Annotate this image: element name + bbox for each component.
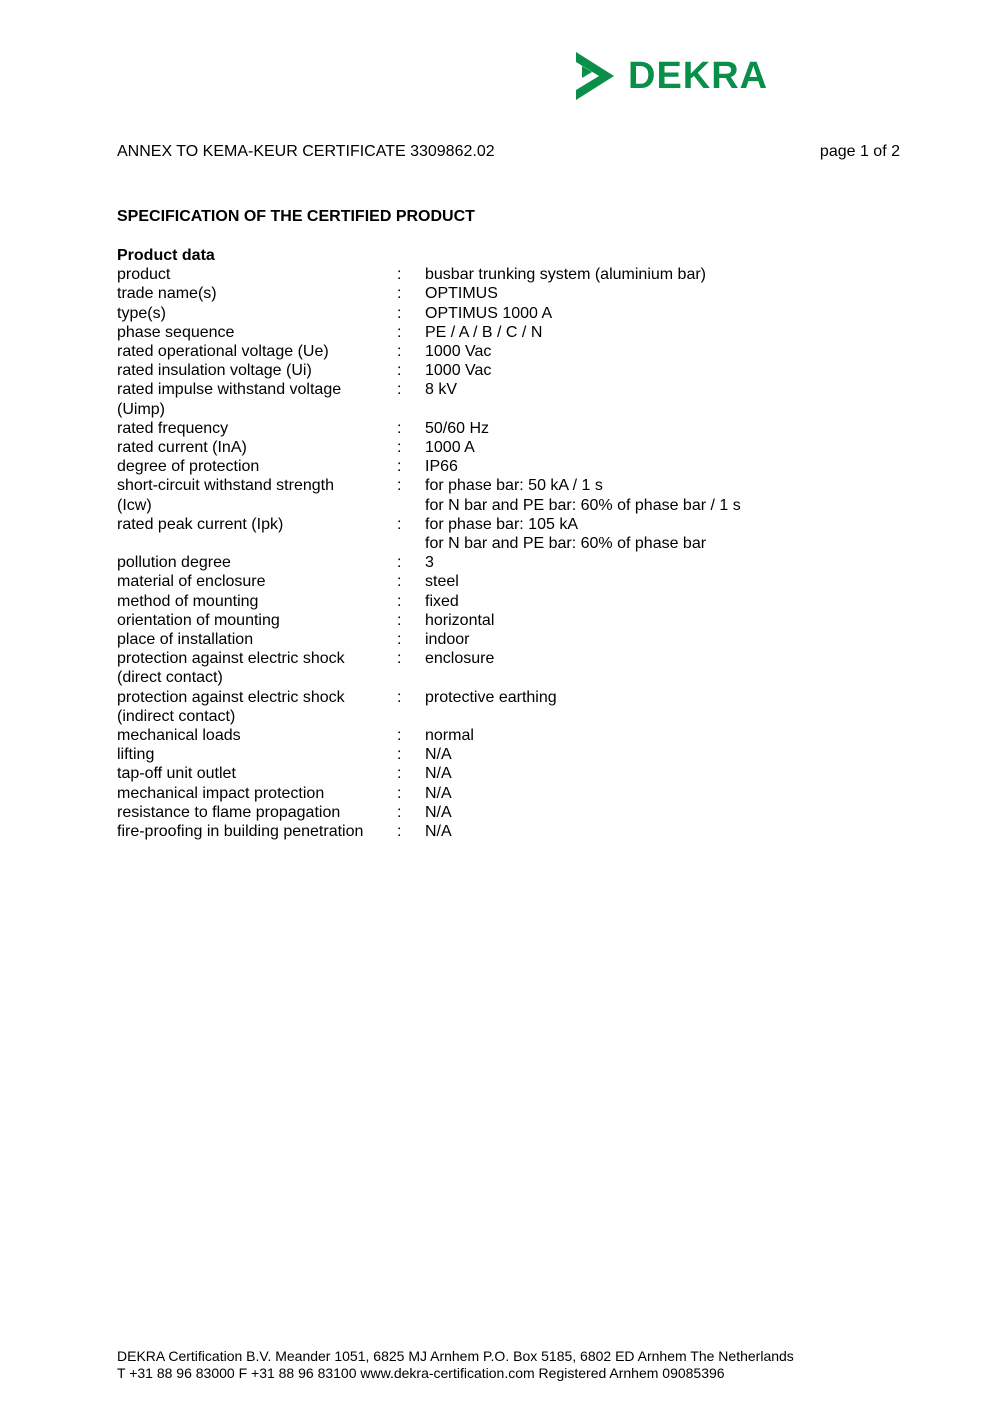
spec-row: [117, 707, 877, 726]
product-data-block: [117, 246, 877, 841]
spec-colon: :: [397, 304, 402, 322]
spec-label: mechanical loads: [117, 727, 241, 745]
spec-label: rated frequency: [117, 419, 229, 437]
spec-row: [117, 496, 877, 515]
spec-colon: :: [397, 784, 402, 802]
product-data-heading: Product data: [117, 247, 215, 264]
spec-colon: :: [397, 631, 402, 649]
spec-row: [117, 361, 877, 380]
spec-row: [117, 764, 877, 783]
spec-colon: :: [397, 419, 402, 437]
spec-label: rated operational voltage (Ue): [117, 343, 329, 361]
spec-colon: :: [397, 381, 402, 399]
footer: [117, 1348, 794, 1382]
spec-value: N/A: [425, 823, 452, 841]
spec-label: rated peak current (Ipk): [117, 515, 284, 533]
spec-label: protection against electric shock: [117, 650, 345, 668]
footer-contact: T +31 88 96 83000 F +31 88 96 83100 www.dekra-certification.com Registered Arnhem 09085396: [117, 1365, 725, 1381]
spec-row: [117, 419, 877, 438]
spec-colon: :: [397, 803, 402, 821]
spec-value: OPTIMUS 1000 A: [425, 304, 553, 322]
spec-row: [117, 342, 877, 361]
spec-value: N/A: [425, 803, 452, 821]
spec-colon: :: [397, 343, 402, 361]
dekra-logo: [574, 50, 768, 102]
spec-row: [117, 726, 877, 745]
spec-row: [117, 553, 877, 572]
spec-list: [117, 265, 877, 841]
spec-colon: [397, 496, 425, 515]
spec-label: short-circuit withstand strength: [117, 477, 334, 495]
spec-value: 1000 A: [425, 439, 475, 457]
spec-value: N/A: [425, 765, 452, 783]
spec-colon: :: [397, 323, 402, 341]
spec-row: [117, 400, 877, 419]
spec-colon: :: [397, 458, 402, 476]
annex-title: ANNEX TO KEMA-KEUR CERTIFICATE 3309862.02: [117, 143, 495, 160]
spec-colon: :: [397, 611, 402, 629]
spec-label: trade name(s): [117, 285, 217, 303]
spec-label: mechanical impact protection: [117, 784, 325, 802]
spec-colon: :: [397, 746, 402, 764]
section-title: SPECIFICATION OF THE CERTIFIED PRODUCT: [117, 208, 475, 225]
spec-label: method of mounting: [117, 592, 259, 610]
spec-value: [425, 707, 877, 726]
spec-label: (Icw): [117, 496, 152, 514]
spec-row: [117, 592, 877, 611]
spec-colon: :: [397, 362, 402, 380]
spec-colon: :: [397, 573, 402, 591]
spec-label: degree of protection: [117, 458, 260, 476]
spec-value: for phase bar: 50 kA / 1 s: [425, 477, 603, 495]
spec-row: [117, 649, 877, 668]
spec-value: for phase bar: 105 kA: [425, 515, 578, 533]
spec-label: rated impulse withstand voltage: [117, 381, 342, 399]
spec-label: product: [117, 266, 171, 284]
spec-value: steel: [425, 573, 459, 591]
spec-value: indoor: [425, 631, 470, 649]
spec-value: for N bar and PE bar: 60% of phase bar: [425, 535, 707, 553]
spec-colon: :: [397, 477, 402, 495]
spec-row: [117, 265, 877, 284]
spec-row: [117, 668, 877, 687]
spec-label: resistance to flame propagation: [117, 803, 341, 821]
spec-colon: [397, 707, 425, 726]
spec-row: [117, 438, 877, 457]
spec-label: place of installation: [117, 631, 254, 649]
spec-colon: :: [397, 515, 402, 533]
spec-colon: :: [397, 439, 402, 457]
spec-row: [117, 534, 877, 553]
spec-colon: :: [397, 765, 402, 783]
spec-value: horizontal: [425, 611, 495, 629]
spec-colon: [397, 534, 425, 553]
spec-row: [117, 457, 877, 476]
dekra-chevron-icon: [574, 50, 616, 102]
spec-value: [425, 400, 877, 419]
spec-row: [117, 304, 877, 323]
spec-value: 1000 Vac: [425, 362, 492, 380]
spec-label: protection against electric shock: [117, 688, 345, 706]
spec-colon: :: [397, 266, 402, 284]
spec-colon: [397, 400, 425, 419]
spec-value: enclosure: [425, 650, 495, 668]
spec-label: phase sequence: [117, 323, 235, 341]
spec-row: [117, 476, 877, 495]
spec-row: [117, 515, 877, 534]
spec-colon: :: [397, 688, 402, 706]
spec-value: busbar trunking system (aluminium bar): [425, 266, 706, 284]
spec-row: [117, 630, 877, 649]
spec-value: N/A: [425, 784, 452, 802]
spec-value: fixed: [425, 592, 459, 610]
spec-value: 3: [425, 554, 434, 572]
spec-label: rated current (InA): [117, 439, 247, 457]
spec-label: (indirect contact): [117, 707, 236, 725]
spec-value: OPTIMUS: [425, 285, 498, 303]
spec-row: [117, 803, 877, 822]
footer-address: DEKRA Certification B.V. Meander 1051, 6825 MJ Arnhem P.O. Box 5185, 6802 ED Arnhem The Netherlands: [117, 1348, 794, 1364]
spec-row: [117, 611, 877, 630]
spec-value: PE / A / B / C / N: [425, 323, 543, 341]
spec-colon: :: [397, 823, 402, 841]
spec-row: [117, 572, 877, 591]
spec-row: [117, 688, 877, 707]
spec-label: rated insulation voltage (Ui): [117, 362, 312, 380]
spec-label: lifting: [117, 746, 155, 764]
spec-label: material of enclosure: [117, 573, 266, 591]
spec-label: tap-off unit outlet: [117, 765, 236, 783]
spec-row: [117, 380, 877, 399]
spec-colon: :: [397, 285, 402, 303]
spec-value: for N bar and PE bar: 60% of phase bar / 1 s: [425, 496, 741, 514]
spec-value: N/A: [425, 746, 452, 764]
spec-colon: :: [397, 727, 402, 745]
spec-label: fire-proofing in building penetration: [117, 823, 364, 841]
spec-row: [117, 745, 877, 764]
spec-label: orientation of mounting: [117, 611, 280, 629]
dekra-logo-text: DEKRA: [628, 55, 769, 97]
spec-label: pollution degree: [117, 554, 231, 572]
spec-row: [117, 822, 877, 841]
page-number: page 1 of 2: [819, 143, 900, 160]
spec-label: type(s): [117, 304, 166, 322]
spec-colon: [397, 668, 425, 687]
spec-label: [117, 534, 397, 553]
spec-colon: :: [397, 650, 402, 668]
spec-value: normal: [425, 727, 474, 745]
spec-row: [117, 284, 877, 303]
spec-value: 1000 Vac: [425, 343, 492, 361]
spec-colon: :: [397, 554, 402, 572]
spec-label: (direct contact): [117, 669, 223, 687]
spec-row: [117, 784, 877, 803]
spec-label: (Uimp): [117, 400, 165, 418]
spec-value: protective earthing: [425, 688, 557, 706]
spec-row: [117, 323, 877, 342]
spec-value: [425, 668, 877, 687]
spec-value: 8 kV: [425, 381, 458, 399]
spec-value: 50/60 Hz: [425, 419, 490, 437]
spec-colon: :: [397, 592, 402, 610]
spec-value: IP66: [425, 458, 458, 476]
